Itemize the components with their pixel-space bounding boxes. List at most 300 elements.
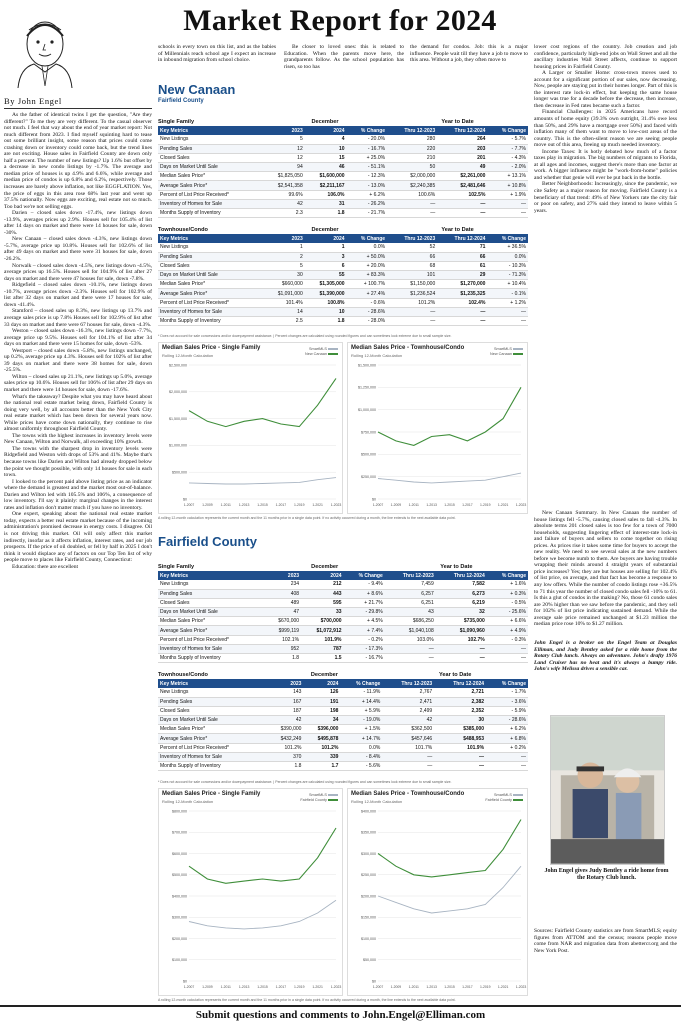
series-line-1 xyxy=(378,387,521,445)
chart-subtitle: Rolling 12-Month Calculation xyxy=(351,353,403,358)
table-cell: 29 xyxy=(437,271,487,280)
x-tick-label: 1-2009 xyxy=(390,985,402,989)
table-cell: Median Sales Price* xyxy=(158,725,266,734)
table-row xyxy=(158,199,528,208)
table-cell: 2,352 xyxy=(434,706,486,715)
table-cell: 102.5% xyxy=(437,190,487,199)
table-cell: 15 xyxy=(305,153,347,162)
table-row xyxy=(158,644,528,653)
table-cell: $2,481,646 xyxy=(437,181,487,190)
chart-title: Median Sales Price - Townhouse/Condo xyxy=(351,345,465,351)
table-header: % Change xyxy=(487,234,528,243)
table-cell: - 0.6% xyxy=(347,298,388,307)
x-tick-label: 1-2011 xyxy=(220,503,231,507)
chart-subtitle: Rolling 12-Month Calculation xyxy=(162,353,214,358)
table-cell: 49 xyxy=(437,163,487,172)
table-cell: Inventory of Homes for Sale xyxy=(158,644,265,653)
table-cell: - 4.3% xyxy=(487,153,528,162)
table-cell: - 10.3% xyxy=(487,261,528,270)
table-cell: $1,270,000 xyxy=(437,280,487,289)
y-tick-label: $250,000 xyxy=(361,873,376,878)
x-tick-label: 1-2013 xyxy=(426,503,437,507)
table-cell: 210 xyxy=(387,153,437,162)
table-cell: Median Sales Price* xyxy=(158,617,265,626)
table-cell: $432,249 xyxy=(266,734,303,743)
x-tick-label: 1-2015 xyxy=(444,503,455,507)
table-cell: 6,251 xyxy=(385,598,436,607)
table-cell: - 51.1% xyxy=(347,163,388,172)
table-header: % Change xyxy=(487,571,528,580)
table-row xyxy=(158,752,528,761)
table-cell: — xyxy=(434,752,486,761)
article-paragraph: A Larger or Smaller Home: cross-town moves used to account for a significant portion of our sales, now decreasing. Now, people are staying put in their homes longer. Part of this is the interest rate lock-in effect, but keeping the same house longer was true for a decade before the decrease, then increase, then decrease in Fed rates became such a factor. xyxy=(534,70,677,109)
table-cell: New Listings xyxy=(158,243,263,252)
table-cell: 6,257 xyxy=(385,589,436,598)
article-paragraph: New Canaan – closed sales down -4.3%, new listings down -5.7%, average price up 10.8%. Houses sell for 102.6% of list after 49 days on market and there were 31 houses for sale, down -26.2%. xyxy=(4,236,152,263)
table-cell: 33 xyxy=(301,608,343,617)
legend-label: Fairfield County xyxy=(300,798,328,802)
table-cell: $390,000 xyxy=(266,725,303,734)
table-header: Key Metrics xyxy=(158,234,263,243)
legend-swatch xyxy=(513,794,523,796)
table-row xyxy=(158,635,528,644)
table-cell: 443 xyxy=(301,589,343,598)
table-header: % Change xyxy=(486,679,528,688)
article-paragraph: lower cost regions of the country. Job creation and job confidence, particularly high-end jobs on Wall Street and all the ancillary industries Wall Street affects, continue to support housing prices in Fairfield County. xyxy=(534,44,677,70)
y-tick-label: $300,000 xyxy=(361,851,376,856)
table-cell: 7,582 xyxy=(436,580,487,589)
table-cell: $2,261,000 xyxy=(437,172,487,181)
table-header: 2023 xyxy=(266,679,303,688)
table-cell: Months Supply of Inventory xyxy=(158,317,263,326)
table-cell: - 16.7% xyxy=(347,144,388,153)
table-cell: $1,090,960 xyxy=(436,626,487,635)
table-cell: 1.8 xyxy=(266,762,303,771)
table-cell: 6,273 xyxy=(436,589,487,598)
y-tick-label: $350,000 xyxy=(361,830,376,835)
table-row xyxy=(158,734,528,743)
legend-swatch xyxy=(513,799,523,801)
table-cell: + 21.7% xyxy=(344,598,385,607)
new-canaan-single-family-table xyxy=(158,118,528,218)
table-cell: 1 xyxy=(263,243,305,252)
table-cell: + 6.6% xyxy=(487,617,528,626)
table-cell: + 4.5% xyxy=(344,617,385,626)
y-tick-label: $0 xyxy=(372,497,376,502)
chart-subtitle: Rolling 12-Month Calculation xyxy=(351,799,403,804)
article-paragraph: The towns with the sharpest drop in inventory levels were Ridgefield and Weston with drops of 53% and 41%. Maybe that's because towns like Darien and Wilton had already dropped below the point we thought possible, with only 14 houses for sale in each town. xyxy=(4,445,152,479)
chart-nc-condo xyxy=(347,342,528,514)
table-cell: 0.0% xyxy=(487,252,528,261)
table-cell: — xyxy=(437,209,487,218)
x-tick-label: 1-2021 xyxy=(497,503,509,507)
table-cell: - 5.6% xyxy=(340,762,382,771)
table-cell: Median Sales Price* xyxy=(158,172,263,181)
table-cell: 101.9% xyxy=(434,743,486,752)
article-left-column xyxy=(4,112,152,1002)
table-row xyxy=(158,172,528,181)
x-tick-label: 1-2013 xyxy=(238,503,250,507)
table-cell: — xyxy=(382,752,434,761)
table-cell: $1,150,000 xyxy=(387,280,437,289)
table-header: Thru 12-2023 xyxy=(387,234,437,243)
table-cell: 264 xyxy=(437,135,487,144)
article-paragraph: Norwalk – closed sales down -4.5%, new listings down -4.5%, average prices up 16.5%. Houses sell for 104.9% of list after 27 days on market and there were 47 houses for sale, down -7.8%. xyxy=(4,262,152,282)
page-headline: Market Report for 2024 xyxy=(183,4,497,37)
table-row xyxy=(158,252,528,261)
article-top-column-b: Be closer to loved ones: this is related to Education. When the parents move here, the grandparents follow. As the school population has risen, so too has xyxy=(284,44,404,70)
table-header: Key Metrics xyxy=(158,571,265,580)
table-cell: 101.2% xyxy=(387,298,437,307)
x-tick-label: 1-2019 xyxy=(293,985,305,989)
table-header: Thru 12-2024 xyxy=(434,679,486,688)
table-cell: + 8.6% xyxy=(344,589,385,598)
table-cell: Pending Sales xyxy=(158,144,263,153)
y-tick-label: $200,000 xyxy=(361,894,376,899)
chart-footnote: A rolling 12-month calculation represents the current month and the 11 months prior in a single data point. If no activity occurred during a month, the line extends to the next available data point. xyxy=(158,516,456,520)
table-cell: $1,236,524 xyxy=(387,289,437,298)
table-header: % Change xyxy=(340,679,382,688)
legend-label: SmartMLS xyxy=(494,347,513,351)
series-line-0 xyxy=(189,900,336,929)
table-cell: 952 xyxy=(265,644,301,653)
legend-label: New Canaan xyxy=(489,352,513,356)
y-tick-label: $0 xyxy=(372,979,376,984)
table-cell: - 8.4% xyxy=(340,752,382,761)
table-cell: — xyxy=(437,317,487,326)
table-cell: Days on Market Until Sale xyxy=(158,163,263,172)
x-tick-label: 1-2013 xyxy=(426,985,437,989)
author-byline: By John Engel xyxy=(4,96,62,106)
table-cell: — xyxy=(387,199,437,208)
x-tick-label: 1-2017 xyxy=(462,985,473,989)
table-cell: — xyxy=(487,209,528,218)
table-cell: Median Sales Price* xyxy=(158,280,263,289)
table-cell: $495,878 xyxy=(303,734,340,743)
table-cell: + 1.5% xyxy=(340,725,382,734)
table-cell: $670,000 xyxy=(265,617,301,626)
y-tick-label: $100,000 xyxy=(361,936,376,941)
article-paragraph: The towns with the highest increases in inventory levels were New Canaan, Wilton and Norwalk, all exceeding 10% growth. xyxy=(4,432,152,446)
table-cell: Closed Sales xyxy=(158,706,266,715)
x-tick-label: 1-2007 xyxy=(372,985,384,989)
table-cell: Percent of List Price Received* xyxy=(158,298,263,307)
table-header: Key Metrics xyxy=(158,126,263,135)
table-cell: 42 xyxy=(382,716,434,725)
table-cell: 32 xyxy=(436,608,487,617)
table-group-label: Townhouse/Condo xyxy=(158,226,263,234)
x-tick-label: 1-2021 xyxy=(497,985,509,989)
y-tick-label: $1,000,000 xyxy=(169,443,187,448)
article-paragraph: Financial Challenges: in 2025 Americans have record amounts of home equity (39.3% own outright, 31.4% owe less than 50%, and 29% have a mortgage over 50%) and faced with inflation many of them want to move to low-cost areas of the country. This is the often-silent reason we are seeing people move out of this area, freeing up much needed inventory. xyxy=(534,109,677,149)
table-cell: 101.9% xyxy=(301,635,343,644)
article-top-column-a: schools in every town on this list, and as the babies of Millennials reach school age I expect an increase in inbound migration from school choice. xyxy=(158,44,276,64)
table-header: % Change xyxy=(344,571,385,580)
table-cell: 126 xyxy=(303,688,340,697)
article-top-column-c: the demand for condos. Job: this is a major influence. People wait till they have a job to move to this area. Without a job, they often move to xyxy=(410,44,528,64)
table-cell: - 0.3% xyxy=(487,635,528,644)
x-tick-label: 1-2015 xyxy=(444,985,455,989)
table-header: 2024 xyxy=(305,234,347,243)
x-tick-label: 1-2019 xyxy=(479,503,491,507)
table-header: 2024 xyxy=(303,679,340,688)
author-bio: John Engel is a broker on the Engel Team at Douglas Elliman, and Judy Bentley asked for a ride home from the Rotary Club lunch. Always an adventure. John's drafty 1976 Land Cruiser has no heat and it's always a bumpy ride. John's wife Melissa drives a sensible car. xyxy=(534,640,677,673)
table-cell: $488,953 xyxy=(434,734,486,743)
table-cell: — xyxy=(487,199,528,208)
table-cell: Inventory of Homes for Sale xyxy=(158,752,266,761)
table-cell: $2,541,358 xyxy=(263,181,305,190)
footer-contact: Submit questions and comments to John.Engel@Elliman.com xyxy=(0,1005,681,1024)
table-cell: 1.7 xyxy=(303,762,340,771)
x-tick-label: 1-2015 xyxy=(257,985,268,989)
chart-title: Median Sales Price - Single Family xyxy=(162,791,261,797)
table-cell: 14 xyxy=(263,307,305,316)
table-group-label: Townhouse/Condo xyxy=(158,671,266,679)
table-header: 2024 xyxy=(301,571,343,580)
x-tick-label: 1-2017 xyxy=(275,503,287,507)
x-tick-label: 1-2011 xyxy=(220,985,231,989)
article-paragraph: One expert, speaking about the national real estate market today, expects a better real estate market because of the incoming administration's promised decrease in energy costs. I disagree. Oil is not driving this market. Oil will only affect this market indirectly, insofar as it affects inflation, interest rates, and our job prospects. If the price of oil doubled, or fell by half in 2025 I don't think it would displace any of factors on our Top Ten list of why people move to places like Fairfield County, Connecticut: xyxy=(4,511,152,564)
x-tick-label: 1-2009 xyxy=(202,503,213,507)
table-row xyxy=(158,298,528,307)
y-tick-label: $750,000 xyxy=(361,430,376,435)
table-cell: 50 xyxy=(387,163,437,172)
legend-label: SmartMLS xyxy=(494,793,513,797)
table-cell: — xyxy=(382,762,434,771)
table-cell: 1.5 xyxy=(301,654,343,663)
legend-swatch xyxy=(328,794,338,796)
table-cell: - 2.0% xyxy=(487,163,528,172)
table-cell: 1.8 xyxy=(305,209,347,218)
table-row xyxy=(158,654,528,663)
table-cell: - 26.2% xyxy=(347,199,388,208)
table-cell: - 3.6% xyxy=(486,697,528,706)
table-cell: 1 xyxy=(305,243,347,252)
table-cell: $385,000 xyxy=(434,725,486,734)
fairfield-condo-table xyxy=(158,671,528,771)
table-cell: 167 xyxy=(266,697,303,706)
table-cell: 12 xyxy=(263,153,305,162)
table-cell: + 6.8% xyxy=(486,734,528,743)
new-canaan-summary xyxy=(534,510,677,640)
table-cell: 30 xyxy=(263,271,305,280)
table-cell: Closed Sales xyxy=(158,261,263,270)
article-paragraph: Westport – closed sales down -5.8%, new listings unchanged, up 0.2%, average price up 4.3%. Houses sell for 102% of list after 39 days on market and there were 38 homes for sale, down -25.5%. xyxy=(4,347,152,374)
table-row xyxy=(158,317,528,326)
table-cell: 52 xyxy=(387,243,437,252)
article-paragraph: What's the takeaway? Despite what you may have heard about the national real estate market being down, Fairfield County is doing very well, by all accounts better than the New York City real estate market which has been down for several years now. While prices have come down nationally, they continue to rise almost uniformly throughout Fairfield County. xyxy=(4,393,152,433)
table-row xyxy=(158,762,528,771)
table-cell: 0.0% xyxy=(340,743,382,752)
table-cell: 2,382 xyxy=(434,697,486,706)
x-tick-label: 1-2015 xyxy=(257,503,268,507)
table-cell: Average Sales Price* xyxy=(158,626,265,635)
table-group-label: Single Family xyxy=(158,118,263,126)
table-cell: 31 xyxy=(305,199,347,208)
legend-label: SmartMLS xyxy=(309,793,328,797)
table-header: % Change xyxy=(347,126,388,135)
table-row xyxy=(158,617,528,626)
table-cell: $2,240,385 xyxy=(387,181,437,190)
table-header: 2023 xyxy=(263,234,305,243)
article-paragraph: Darien – closed sales down -17.4%, new listings down -13.9%, averages prices up 2.9%. Houses sell for 105.4% of list after 14 days on market and there were 14 houses for sale, down -30%. xyxy=(4,210,152,236)
y-tick-label: $800,000 xyxy=(172,809,187,814)
x-tick-label: 1-2023 xyxy=(330,985,342,989)
table-row xyxy=(158,280,528,289)
table-cell: 2,767 xyxy=(382,688,434,697)
y-tick-label: $2,500,000 xyxy=(169,363,187,368)
table-row xyxy=(158,725,528,734)
table-cell: - 1.7% xyxy=(486,688,528,697)
table-row xyxy=(158,243,528,252)
article-paragraph: I looked to the percent paid above listing price as an indicator where the demand is greatest and the market most out-of-balance. Darien and Wilton led with 105.5% and 106%, a consequence of low inventory. I'll say it plainly: marginal changes in the interest rates and inflation don't matter much if you have no inventory. xyxy=(4,478,152,511)
series-line-0 xyxy=(378,866,521,913)
article-paragraph: Stamford – closed sales up 8.3%, new listings up 13.7% and average sales price is up 7.8% Houses sell for 102.9% of list after 33 days on market and there were 67 houses for sale, down -4.3%. xyxy=(4,308,152,328)
table-cell: Average Sales Price* xyxy=(158,289,263,298)
table-cell: - 0.1% xyxy=(487,289,528,298)
table-cell: $1,235,325 xyxy=(437,289,487,298)
table-cell: Closed Sales xyxy=(158,598,265,607)
author-portrait xyxy=(4,6,86,88)
table-cell: 5 xyxy=(263,135,305,144)
table-period-label: December xyxy=(266,671,382,679)
table-cell: - 0.2% xyxy=(344,635,385,644)
y-tick-label: $500,000 xyxy=(361,452,376,457)
table-cell: $700,000 xyxy=(301,617,343,626)
table-row xyxy=(158,589,528,598)
table-cell: + 10.8% xyxy=(487,181,528,190)
article-paragraph: Education: there are excellent xyxy=(12,563,79,570)
table-cell: - 0.5% xyxy=(487,598,528,607)
table-cell: $1,072,912 xyxy=(301,626,343,635)
table-cell: 100.6% xyxy=(387,190,437,199)
fairfield-single-family-table xyxy=(158,563,528,663)
y-tick-label: $100,000 xyxy=(172,958,187,963)
x-tick-label: 1-2021 xyxy=(312,985,323,989)
table-period-label: Year to Date xyxy=(382,671,528,679)
y-tick-label: $1,250,000 xyxy=(358,385,376,390)
table-header: 2024 xyxy=(305,126,347,135)
table-header: Thru 12-2024 xyxy=(437,234,487,243)
table-cell: + 7.4% xyxy=(344,626,385,635)
table-cell: - 17.3% xyxy=(344,644,385,653)
table-cell: 30 xyxy=(434,716,486,725)
new-canaan-footnote: * Does not account for sale concessions and/or downpayment assistance. | Percent changes are calculated using rounded figures and can sometimes look extreme due to small sample size. xyxy=(158,334,452,338)
table-cell: - 28.0% xyxy=(347,317,388,326)
table-cell: 5 xyxy=(263,261,305,270)
table-cell: 201 xyxy=(437,153,487,162)
table-cell: 47 xyxy=(265,608,301,617)
table-cell: 370 xyxy=(266,752,303,761)
table-cell: + 1.6% xyxy=(487,580,528,589)
y-tick-label: $2,000,000 xyxy=(169,390,187,395)
table-cell: $999,119 xyxy=(265,626,301,635)
table-row xyxy=(158,697,528,706)
article-paragraph: Better Neighborhoods: Increasingly, since the pandemic, we cite Safety as a major reason for moving. Fairfield County is a beneficiary of that trend: 49% of New Yorkers rate the city fair or poor on safety, and 27% said they intend to leave within 5 years. xyxy=(534,181,677,214)
table-cell: 489 xyxy=(265,598,301,607)
table-cell: + 83.3% xyxy=(347,271,388,280)
table-cell: 71 xyxy=(437,243,487,252)
table-header: Thru 12-2024 xyxy=(437,126,487,135)
table-cell: 100.8% xyxy=(305,298,347,307)
table-cell: 198 xyxy=(303,706,340,715)
x-tick-label: 1-2023 xyxy=(330,503,342,507)
table-cell: Percent of List Price Received* xyxy=(158,190,263,199)
table-cell: 7,459 xyxy=(385,580,436,589)
legend-swatch xyxy=(328,348,338,350)
legend-label: Fairfield County xyxy=(485,798,513,802)
chart-legend xyxy=(305,347,338,357)
table-cell: 102.4% xyxy=(437,298,487,307)
table-cell: Pending Sales xyxy=(158,252,263,261)
table-cell: + 13.1% xyxy=(487,172,528,181)
table-cell: $2,000,000 xyxy=(387,172,437,181)
table-cell: New Listings xyxy=(158,135,263,144)
table-row xyxy=(158,307,528,316)
table-cell: $457,646 xyxy=(382,734,434,743)
legend-label: SmartMLS xyxy=(309,347,328,351)
table-cell: Days on Market Until Sale xyxy=(158,608,265,617)
table-cell: 99.6% xyxy=(263,190,305,199)
x-tick-label: 1-2013 xyxy=(238,985,250,989)
chart-legend xyxy=(485,793,523,803)
table-header: 2023 xyxy=(263,126,305,135)
table-cell: 42 xyxy=(266,716,303,725)
legend-swatch xyxy=(513,348,523,350)
series-line-1 xyxy=(189,378,336,426)
new-canaan-subtitle: Fairfield County xyxy=(158,98,204,104)
table-cell: + 25.0% xyxy=(347,153,388,162)
table-cell: 6,219 xyxy=(436,598,487,607)
table-cell: — xyxy=(487,644,528,653)
table-cell: $362,500 xyxy=(382,725,434,734)
table-cell: $1,040,108 xyxy=(385,626,436,635)
table-cell: Months Supply of Inventory xyxy=(158,762,266,771)
table-cell: 1.8 xyxy=(265,654,301,663)
table-cell: — xyxy=(437,307,487,316)
chart-legend xyxy=(300,793,338,803)
y-tick-label: $600,000 xyxy=(172,851,187,856)
table-row xyxy=(158,181,528,190)
table-cell: 68 xyxy=(387,261,437,270)
table-cell: 12 xyxy=(263,144,305,153)
table-header: Key Metrics xyxy=(158,679,266,688)
table-cell: — xyxy=(387,307,437,316)
table-cell: - 12.3% xyxy=(347,172,388,181)
table-cell: — xyxy=(436,644,487,653)
table-cell: - 21.7% xyxy=(347,209,388,218)
legend-swatch xyxy=(328,353,338,355)
table-period-label: Year to Date xyxy=(385,563,528,571)
y-tick-label: $0 xyxy=(183,979,187,984)
table-cell: — xyxy=(487,654,528,663)
y-tick-label: $250,000 xyxy=(361,474,376,479)
table-cell: 106.0% xyxy=(305,190,347,199)
table-cell: 101.7% xyxy=(382,743,434,752)
table-period-label: December xyxy=(265,563,385,571)
table-cell: $1,600,000 xyxy=(305,172,347,181)
y-tick-label: $0 xyxy=(183,497,187,502)
legend-swatch xyxy=(328,799,338,801)
table-cell: 2,721 xyxy=(434,688,486,697)
table-cell: + 0.2% xyxy=(486,743,528,752)
table-cell: + 100.7% xyxy=(347,280,388,289)
table-cell: Closed Sales xyxy=(158,153,263,162)
table-row xyxy=(158,580,528,589)
table-cell: Days on Market Until Sale xyxy=(158,716,266,725)
table-cell: Months Supply of Inventory xyxy=(158,209,263,218)
x-tick-label: 1-2019 xyxy=(293,503,305,507)
